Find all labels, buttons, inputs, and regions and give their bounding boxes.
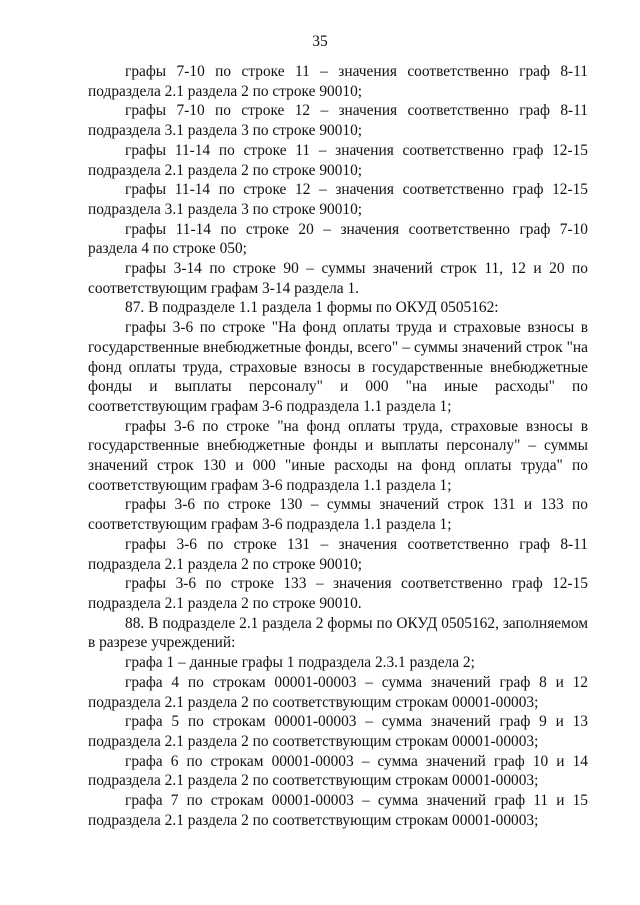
section-88-heading: 88. В подразделе 2.1 раздела 2 формы по ОКУД 0505162, заполняемом в разрезе учреждений: [88,614,588,652]
paragraph-3: графы 11-14 по строке 11 – значения соответственно граф 12-15 подраздела 2.1 раздела 2 по строке 90010; [88,141,588,179]
page-number: 35 [312,33,328,50]
paragraph-6: графы 3-14 по строке 90 – суммы значений строк 11, 12 и 20 по соответствующим графам 3-14 раздела 1. [88,260,588,297]
paragraph-14: графа 1 – данные графы 1 подраздела 2.3.1 раздела 2; [125,654,475,672]
paragraph-17: графа 6 по строкам 00001-00003 – сумма значений граф 10 и 14 подраздела 2.1 раздела 2 по соответствующим строкам 00001-00003; [88,752,588,790]
paragraph-9: графы 3-6 по строке "на фонд оплаты труда, страховые взносы в государственные внебюджетные фонды и выплаты персоналу" – суммы значений строк 130 и 000 "иные расходы на фонд оплаты труда" по соответствующим графам 3-6 подраздела 1.1 раздела 1; [88,417,588,494]
document-body [88,62,588,830]
paragraph-2: графы 7-10 по строке 12 – значения соответственно граф 8-11 подраздела 3.1 раздела 3 по строке 90010; [88,102,588,140]
paragraph-1: графы 7-10 по строке 11 – значения соответственно граф 8-11 подраздела 2.1 раздела 2 по строке 90010; [88,63,588,100]
paragraph-16: графа 5 по строкам 00001-00003 – сумма значений граф 9 и 13 подраздела 2.1 раздела 2 по соответствующим строкам 00001-00003; [88,713,588,750]
section-87-heading: 87. В подразделе 1.1 раздела 1 формы по ОКУД 0505162: [125,299,499,317]
paragraph-4: графы 11-14 по строке 12 – значения соответственно граф 12-15 подраздела 3.1 раздела 3 по строке 90010; [88,181,588,218]
paragraph-15: графа 4 по строкам 00001-00003 – сумма значений граф 8 и 12 подраздела 2.1 раздела 2 по соответствующим строкам 00001-00003; [88,673,588,711]
paragraph-18: графа 7 по строкам 00001-00003 – сумма значений граф 11 и 15 подраздела 2.1 раздела 2 по соответствующим строкам 00001-00003; [88,792,588,829]
paragraph-8: графы 3-6 по строке "На фонд оплаты труда и страховые взносы в государственные внебюджетные фонды, всего" – суммы значений строк "на фонд оплаты труда, страховые взносы в государственные внебюджетные фонды и выплаты персоналу" и 000 "на иные расходы" по соответствующим графам 3-6 подраздела 1.1 раздела 1; [88,319,588,415]
paragraph-11: графы 3-6 по строке 131 – значения соответственно граф 8-11 подраздела 2.1 раздела 2 по строке 90010; [88,535,588,573]
paragraph-12: графы 3-6 по строке 133 – значения соответственно граф 12-15 подраздела 2.1 раздела 2 по строке 90010. [88,575,588,612]
paragraph-10: графы 3-6 по строке 130 – суммы значений строк 131 и 133 по соответствующим графам 3-6 подраздела 1.1 раздела 1; [88,496,588,534]
paragraph-5: графы 11-14 по строке 20 – значения соответственно граф 7-10 раздела 4 по строке 050; [88,220,588,258]
